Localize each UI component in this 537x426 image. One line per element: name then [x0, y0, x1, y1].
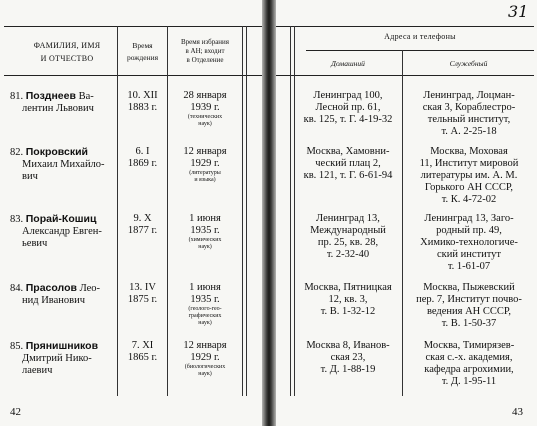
header-sub-rule — [306, 50, 534, 51]
home-address: Москва, Хамовни- ческий плац 2, кв. 121, т. Г. 6-61-94 — [303, 146, 393, 182]
work-address: Москва, Пыжевский пер. 7, Институт почво- ведения АН СССР, т. В. 1-50-37 — [416, 282, 522, 330]
table-row: 82. Покровский Михаил Михайло- вич — [10, 146, 105, 183]
born-date: 9. X 1877 г. — [127, 213, 158, 237]
table-header-rule — [276, 75, 534, 76]
table-row: 83. Порай-Кошиц Александр Евген- ьевич — [10, 213, 102, 250]
home-address: Москва, Пятницкая 12, кв. 3, т. В. 1-32-12 — [304, 282, 392, 318]
home-address: Ленинград 100, Лесной пр. 61, кв. 125, т. Г. 4-19-32 — [303, 90, 393, 126]
table-row: 84. Прасолов Лео- нид Иванович — [10, 282, 101, 307]
work-address: Москва, Моховая 11, Институт мировой литературы им. А. М. Горького АН СССР, т. К. 4-72-02 — [419, 146, 519, 206]
elected-date: 1 июня 1935 г. (геолого-гео- графических наук) — [188, 282, 222, 326]
home-address: Москва 8, Иванов- ская 23, т. Д. 1-88-19 — [306, 340, 390, 376]
born-date: 7. XI 1865 г. — [127, 340, 158, 364]
left-page — [0, 0, 262, 426]
page-number: 42 — [10, 406, 21, 418]
home-address: Ленинград 13, Международный пр. 25, кв. 28, т. 2-32-40 — [310, 213, 386, 261]
header-addresses: Адреса и телефоны — [384, 32, 456, 41]
table-header-rule — [4, 75, 262, 76]
book-gutter — [262, 0, 276, 426]
born-date: 13. IV 1875 г. — [127, 282, 158, 306]
elected-date: 12 января 1929 г. (литературы и языка) — [183, 146, 227, 184]
table-row: 81. Позднеев Ва- лентин Львович — [10, 90, 94, 115]
header-elected: Время избрания в АН; входит в Отделение — [180, 38, 230, 64]
header-name: ФАМИЛИЯ, ИМЯ И ОТЧЕСТВО — [33, 41, 101, 63]
header-home: Домашний — [331, 59, 365, 68]
header-work: Служебный — [449, 59, 488, 68]
elected-date: 12 января 1929 г. (биологических наук) — [183, 340, 227, 378]
elected-date: 28 января 1939 г. (технических наук) — [183, 90, 227, 128]
table-top-rule — [4, 26, 262, 27]
page-number: 43 — [512, 406, 523, 418]
work-address: Ленинград, Лоцман- ская 3, Кораблестро- тельный институт, т. А. 2-25-18 — [422, 90, 516, 138]
born-date: 10. XII 1883 г. — [127, 90, 158, 114]
handwritten-number: 31 — [508, 2, 529, 21]
column-divider-double — [242, 26, 247, 396]
table-top-rule — [276, 26, 534, 27]
elected-date: 1 июня 1935 г. (химических наук) — [188, 213, 222, 251]
right-page — [276, 0, 537, 426]
column-divider — [402, 50, 403, 396]
work-address: Москва, Тимирязев- ская с.-х. академия, кафедра агрохимии, т. Д. 1-95-11 — [423, 340, 515, 388]
work-address: Ленинград 13, Заго- родный пр. 49, Химико-технологиче- ский институт т. 1-61-07 — [420, 213, 518, 273]
table-row: 85. Прянишников Дмитрий Нико- лаевич — [10, 340, 99, 377]
born-date: 6. I 1869 г. — [127, 146, 158, 170]
header-born: Время рождения — [126, 41, 159, 63]
